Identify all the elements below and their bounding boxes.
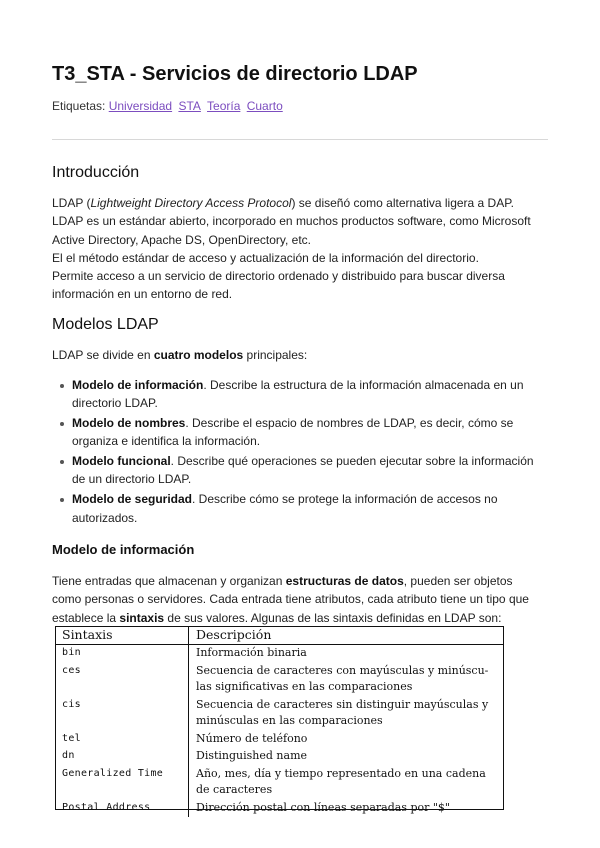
table-cell-syntax: Generalized Time: [55, 766, 189, 800]
tags-label: Etiquetas:: [52, 99, 106, 113]
table-row: [55, 645, 504, 663]
tag-link-teoria[interactable]: Teoría: [207, 99, 241, 113]
table-cell-syntax: tel: [55, 731, 189, 749]
bullet-icon: [60, 422, 64, 426]
info-line-3a: establece la: [52, 610, 120, 625]
table-cell-description: Secuencia de caracteres sin distinguir mayúsculas y minúsculas en las comparaciones: [196, 697, 489, 727]
table-cell-description: Secuencia de caracteres con mayúsculas y minúscu-las significativas en las comparaciones: [196, 663, 489, 693]
syntax-table: [55, 626, 504, 817]
intro-line-6: información en un entorno de red.: [52, 287, 233, 302]
info-model-paragraph: [52, 572, 552, 627]
list-item-cont: autorizados.: [72, 510, 138, 525]
info-line-3c: de sus valores. Algunas de las sintaxis definidas en LDAP son:: [164, 610, 502, 625]
models-intro-c: principales:: [243, 348, 308, 362]
table-header-syntax: Sintaxis: [55, 626, 189, 645]
list-item-title: Modelo funcional: [72, 454, 171, 469]
info-line-1a: Tiene entradas que almacenan y organizan: [52, 574, 286, 588]
intro-line-5: Permite acceso a un servicio de directorio ordenado y distribuido para buscar diversa: [52, 269, 505, 284]
tag-link-universidad[interactable]: Universidad: [108, 99, 173, 113]
table-row: [55, 663, 504, 697]
bullet-icon: [60, 498, 64, 502]
info-line-1-bold: estructuras de datos: [285, 574, 404, 588]
table-cell-description: Número de teléfono: [196, 731, 308, 745]
list-item: [52, 414, 552, 451]
list-item-cont: de un directorio LDAP.: [72, 472, 192, 487]
list-item-text: . Describe cómo se protege la información de accesos no: [192, 492, 498, 507]
table-cell-description: Información binaria: [196, 646, 307, 659]
info-model-heading: Modelo de información: [52, 542, 195, 557]
table-cell-syntax: Postal Address: [55, 800, 189, 818]
intro-line-1-em: Lightweight Directory Access Protocol: [90, 196, 292, 210]
table-cell-syntax: bin: [55, 645, 189, 663]
table-cell-syntax: dn: [55, 748, 189, 766]
table-row: [55, 697, 504, 731]
list-item-cont: directorio LDAP.: [72, 396, 158, 411]
intro-line-1a: LDAP (: [52, 196, 91, 210]
table-cell-syntax: cis: [55, 697, 189, 731]
list-item-title: Modelo de información: [72, 378, 204, 392]
models-intro-bold: cuatro modelos: [153, 348, 244, 362]
tag-link-cuarto[interactable]: Cuarto: [246, 99, 283, 113]
table-header-description: Descripción: [189, 626, 505, 645]
intro-line-2: LDAP es un estándar abierto, incorporado en muchos productos software, como Microsoft: [52, 214, 531, 229]
tags-line: [52, 99, 286, 113]
bullet-icon: [60, 460, 64, 464]
table-cell-description: Dirección postal con líneas separadas por "$": [196, 800, 450, 814]
info-line-1c: , pueden ser objetos: [403, 574, 513, 588]
intro-heading: Introducción: [52, 164, 140, 181]
table-row: [55, 731, 504, 749]
list-item: [52, 376, 552, 413]
bullet-icon: [60, 384, 64, 388]
list-item-text: . Describe el espacio de nombres de LDAP, es decir, cómo se: [185, 416, 514, 431]
info-line-2: como personas o servidores. Cada entrada tiene atributos, cada atributo tiene un tipo que: [52, 592, 529, 607]
intro-paragraph: [52, 194, 552, 304]
models-intro-a: LDAP se divide en: [52, 348, 154, 362]
intro-line-4: El el método estándar de acceso y actualización de la información del directorio.: [52, 250, 479, 265]
table-row: [55, 766, 504, 800]
info-line-3-bold: sintaxis: [119, 610, 165, 625]
intro-line-3: Active Directory, Apache DS, OpenDirectory, etc.: [52, 232, 311, 247]
list-item-title: Modelo de nombres: [72, 416, 186, 431]
list-item-text: . Describe la estructura de la información almacenada en un: [203, 378, 524, 392]
table-cell-description: Año, mes, día y tiempo representado en una cadena de caracteres: [196, 766, 486, 796]
table-row: [55, 748, 504, 766]
table-row: [55, 800, 504, 818]
list-item-cont: organiza e identifica la información.: [72, 434, 261, 449]
list-item: [52, 490, 552, 527]
tag-link-sta[interactable]: STA: [178, 99, 201, 113]
list-item-text: . Describe qué operaciones se pueden ejecutar sobre la información: [170, 454, 534, 469]
page-title: T3_STA - Servicios de directorio LDAP: [52, 63, 418, 85]
list-item-title: Modelo de seguridad: [72, 492, 193, 507]
models-intro: [52, 346, 552, 364]
intro-line-1b: ) se diseñó como alternativa ligera a DAP.: [291, 196, 515, 210]
models-list: [52, 376, 552, 528]
list-item: [52, 452, 552, 489]
table-cell-syntax: ces: [55, 663, 189, 697]
divider: [52, 139, 548, 140]
models-heading: Modelos LDAP: [52, 316, 159, 333]
table-cell-description: Distinguished name: [196, 749, 308, 762]
table-header-row: [55, 626, 504, 645]
